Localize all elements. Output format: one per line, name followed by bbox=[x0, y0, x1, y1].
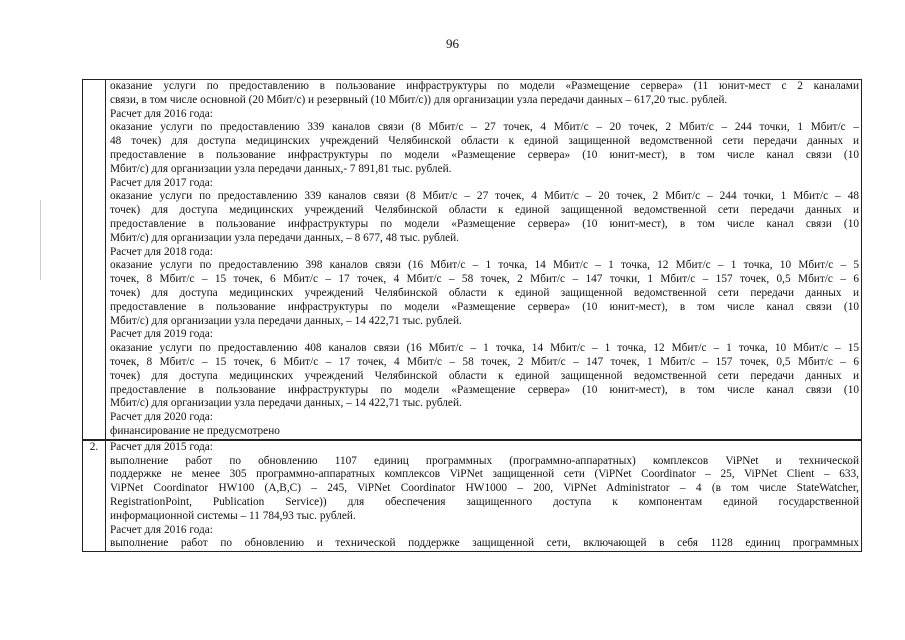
text-line: предоставление в пользование инфраструктуры по модели «Размещение сервера» (10 юнит-мест), в том числе канал связи (10 bbox=[110, 300, 859, 313]
text-line: оказание услуги по предоставлению 339 каналов связи (8 Мбит/с – 27 точек, 4 Мбит/с – 20 точек, 2 Мбит/с – 244 точки, 1 Мбит/с – 48 bbox=[110, 190, 859, 203]
text-line: оказание услуги по предоставлению в пользование инфраструктуры по модели «Размещение сервера» (11 юнит-мест с 2 каналами bbox=[110, 80, 859, 92]
text-line: финансирование не предусмотрено bbox=[110, 424, 280, 437]
row-content bbox=[106, 440, 862, 552]
table-row bbox=[83, 80, 862, 440]
margin-rule bbox=[40, 200, 41, 280]
text-line: Расчет для 2018 года: bbox=[110, 245, 213, 258]
text-line: RegistrationPoint, Publication Service)) для обеспечения защищенного доступа к компонентам единой государственной bbox=[110, 495, 859, 508]
text-line: оказание услуги по предоставлению 408 каналов связи (16 Мбит/с – 1 точка, 14 Мбит/с – 1 точка, 12 Мбит/с – 1 точка, 10 Мбит/с – 15 bbox=[110, 342, 859, 355]
text-line: Мбит/с) для организации узла передачи данных, – 14 422,71 тыс. рублей. bbox=[110, 397, 462, 410]
text-line: оказание услуги по предоставлению 398 каналов связи (16 Мбит/с – 1 точка, 14 Мбит/с – 1 точка, 12 Мбит/с – 1 точка, 10 Мбит/с – 5 bbox=[110, 259, 859, 272]
text-line: Расчет для 2016 года: bbox=[110, 523, 213, 536]
text-line: Расчет для 2020 года: bbox=[110, 411, 213, 424]
table-row bbox=[83, 440, 862, 552]
table-body bbox=[83, 80, 862, 552]
row-number bbox=[83, 80, 106, 440]
text-line: оказание услуги по предоставлению 339 каналов связи (8 Мбит/с – 27 точек, 4 Мбит/с – 20 точек, 2 Мбит/с – 244 точки, 1 Мбит/с – bbox=[110, 121, 859, 134]
text-line: предоставление в пользование инфраструктуры по модели «Размещение сервера» (10 юнит-мест), в том числе канал связи (10 bbox=[110, 148, 859, 161]
row-content bbox=[106, 80, 862, 440]
text-line: ViPNet Coordinator HW100 (A,B,C) – 245, ViPNet Coordinator HW1000 – 200, ViPNet Administrator – 4 (в том числе StateWatcher, bbox=[110, 482, 859, 495]
text-line: точек, 8 Мбит/с – 15 точек, 6 Мбит/с – 17 точек, 4 Мбит/с – 58 точек, 2 Мбит/с – 147 точки, 1 Мбит/с – 157 точек, 0,5 Мбит/с – 6 bbox=[110, 273, 859, 286]
text-line: 48 точек) для доступа медицинских учреждений Челябинской области к единой защищенной ведомственной сети передачи данных и bbox=[110, 135, 859, 148]
text-line: предоставление в пользование инфраструктуры по модели «Размещение сервера» (10 юнит-мест), в том числе канал связи (10 bbox=[110, 217, 859, 230]
text-line: Расчет для 2019 года: bbox=[110, 328, 213, 341]
text-line: Мбит/с) для организации узла передачи данных,- 7 891,81 тыс. рублей. bbox=[110, 162, 452, 175]
text-line: выполнение работ по обновлению 1107 единиц программных (программно-аппаратных) комплексов ViPNet и технической bbox=[110, 454, 859, 467]
text-line: точек) для доступа медицинских учреждений Челябинской области к единой защищенной ведомственной сети передачи данных и bbox=[110, 369, 859, 382]
text-line: Расчет для 2017 года: bbox=[110, 176, 213, 189]
text-line: связи, в том числе основной (20 Мбит/с) и резервный (10 Мбит/с)) для организации узла передачи данных – 617,20 тыс. рублей. bbox=[110, 93, 728, 106]
text-line: информационной системы – 11 784,93 тыс. рублей. bbox=[110, 509, 356, 522]
text-line: выполнение работ по обновлению и технической поддержке защищенной сети, включающей в себя 1128 единиц программных bbox=[110, 537, 859, 550]
text-line: Мбит/с) для организации узла передачи данных, – 14 422,71 тыс. рублей. bbox=[110, 314, 462, 327]
document-table bbox=[82, 79, 862, 552]
text-line: точек) для доступа медицинских учреждений Челябинской области к единой защищенной ведомственной сети передачи данных и bbox=[110, 286, 859, 299]
text-line: Расчет для 2016 года: bbox=[110, 107, 213, 120]
text-line: Мбит/с) для организации узла передачи данных, – 8 677, 48 тыс. рублей. bbox=[110, 231, 459, 244]
text-line: поддержке не менее 305 программно-аппаратных комплексов ViPNet защищенной сети (ViPNet Coordinator – 25, ViPNet Client – 633, bbox=[110, 468, 859, 481]
text-line: Расчет для 2015 года: bbox=[110, 440, 213, 453]
text-line: предоставление в пользование инфраструктуры по модели «Размещение сервера» (10 юнит-мест), в том числе канал связи (10 bbox=[110, 383, 859, 396]
text-line: точек, 8 Мбит/с – 15 точек, 6 Мбит/с – 17 точек, 4 Мбит/с – 58 точек, 2 Мбит/с – 147 точек, 1 Мбит/с – 157 точек, 0,5 Мбит/с – 6 bbox=[110, 355, 859, 368]
text-line: точек) для доступа медицинских учреждений Челябинской области к единой защищенной ведомственной сети передачи данных и bbox=[110, 204, 859, 217]
page-number: 96 bbox=[446, 36, 459, 51]
row-number: 2. bbox=[83, 440, 106, 552]
